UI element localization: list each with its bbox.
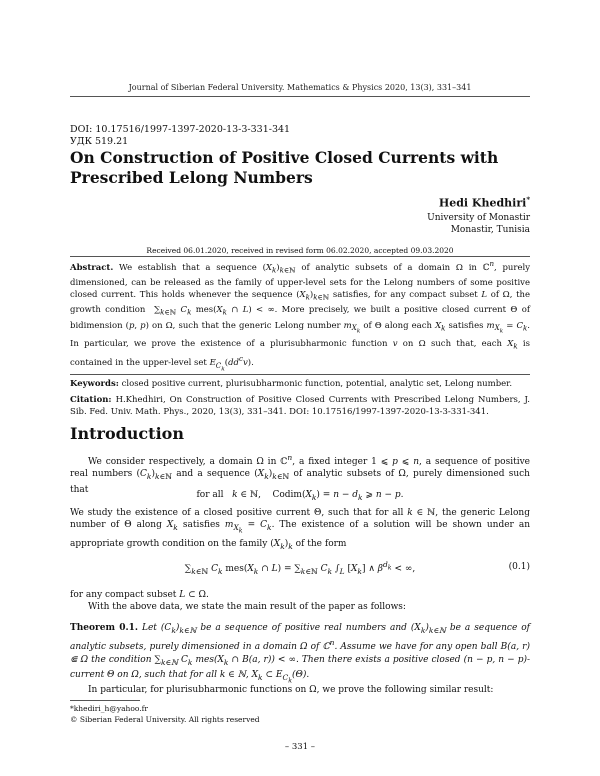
- theorem-label: Theorem 0.1.: [70, 623, 139, 633]
- intro-paragraph-4: In particular, for plurisubharmonic functions on Ω, we prove the following similar result:: [88, 685, 494, 695]
- copyright: © Siberian Federal University. All rights reserved: [70, 715, 260, 724]
- equation-number: (0.1): [508, 562, 530, 572]
- equation-0-1: $\sum_{k\in ℕ}$ $C_k$ $mes(X_k$ ∩ $L) = \sum_{k\in ℕ}$ $C_k$ $\int_L$ $[X_k]$ ∧ $\beta^{d_k}$ < ∞,: [184, 560, 416, 576]
- citation: Citation: H.Khedhiri, On Construction of Positive Closed Currents with Prescribed Lelong Numbers, J. Sib. Fed. Univ. Math. Phys., 2020, 13(3), 331–341. DOI: 10.17516/1997-1397-2020-13-3-331-341.: [70, 394, 530, 418]
- header-rule: [70, 96, 530, 97]
- doi: DOI: 10.17516/1997-1397-2020-13-3-331-341: [70, 124, 291, 135]
- affiliation-line1: University of Monastir: [427, 212, 530, 223]
- equation-codim: for all k ∈ ℕ, $Codim(X_k) = n - d_k$ ⩾ n − p.: [196, 490, 404, 502]
- author-block: [427, 192, 530, 236]
- intro-paragraph-2: We study the existence of a closed positive current Θ, such that for all k ∈ ℕ, the generic Lelong number of Θ along $X_k$ satisfies $m_{X_k} = C_k$. The existence of a solution will be shown under an appropriate growth condition on the family $(X_k)_k$ of the form: [70, 508, 530, 551]
- intro-paragraph-1: We consider respectively, a domain Ω in ℂ$^n$, a fixed integer 1 ⩽ p ⩽ n, a sequence of positive real numbers $(C_k)_{k\in ℕ}$ and a sequence $(X_k)_{k\in ℕ}$ of analytic subsets of Ω, purely dimensioned such that: [70, 453, 531, 495]
- author-email: *khediri_h@yahoo.fr: [70, 704, 149, 713]
- paper-title: On Construction of Positive Closed Currents with Prescribed Lelong Numbers: [70, 148, 499, 187]
- received-dates: Received 06.01.2020, received in revised form 06.02.2020, accepted 09.03.2020: [146, 246, 454, 255]
- abstract-bottom-rule: [70, 374, 530, 375]
- abstract-text: Abstract. We establish that a sequence $(X_k)_{k\in ℕ}$ of analytic subsets of a domain Ω in ℂ$^n$, purely dimensioned, can be released as the family of upper-level sets for the Lelong numbers of some positive closed current. This holds whenever the sequence $(X_k)_{k\in ℕ}$ satisfies, for any compact subset L of Ω, the growth condition $\sum_{k\in ℕ}$ $C_k$ $mes(X_k$ ∩ L) < ∞. More precisely, we built a positive closed current Θ of bidimension (p, p) on Ω, such that the generic Lelong number $m_{X_k}$ of Θ along each $X_k$ satisfies $m_{X_k} = C_k$. In particular, we prove the existence of a plurisubharmonic function v on Ω such that, each $X_k$ is contained in the upper-level set $E_{C_k}(dd^cv)$.: [70, 259, 530, 373]
- author-name: Hedi Khedhiri*: [438, 195, 530, 210]
- theorem-0-1: Theorem 0.1. Let $(C_k)_{k\in ℕ}$ be a sequence of positive real numbers and $(X_k)_{k\in ℕ}$ be a sequence of analytic subsets, purely dimensioned in a domain Ω of ℂ$^n$. Assume we have for any open ball B(a, r) ⋐ Ω the condition $\sum_{k\in ℕ}$ $C_k$ $mes(X_k$ ∩ B(a, r)) < ∞. Then there exists a positive closed (n − p, n − p)-current Θ on Ω, such that for all k ∈ ℕ, $X_k$ ⊂ $E_{C_k}(\Theta)$.: [70, 623, 531, 685]
- intro-paragraph-3: for any compact subset L ⊂ Ω. With the above data, we state the main result of the paper as follows:: [70, 590, 406, 613]
- footnote-rule: [70, 700, 140, 701]
- abstract: [70, 258, 530, 419]
- udk: УДК 519.21: [70, 136, 129, 147]
- abstract-top-rule: [70, 256, 530, 257]
- section-heading: Introduction: [70, 424, 184, 443]
- footnote: [70, 703, 260, 725]
- affiliation-line2: Monastir, Tunisia: [450, 224, 530, 235]
- keywords: Keywords: closed positive current, plurisubharmonic function, potential, analytic set, Lelong number.: [70, 379, 513, 390]
- running-head: Journal of Siberian Federal University. Mathematics & Physics 2020, 13(3), 331–341: [128, 83, 472, 92]
- page-number: – 331 –: [284, 742, 316, 752]
